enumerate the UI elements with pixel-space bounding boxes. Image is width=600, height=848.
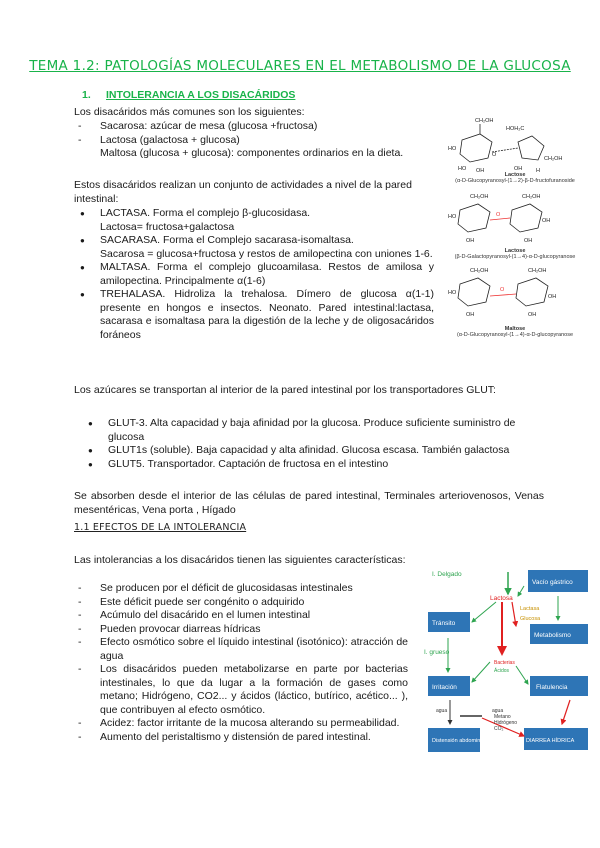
list-item: ● GLUT5. Transportador. Captación de fructosa en el intestino	[82, 458, 542, 472]
svg-text:CH₂OH: CH₂OH	[475, 118, 494, 124]
svg-text:O: O	[492, 152, 497, 158]
enzyme-line: SACARASA. Forma el Complejo sacarasa-isomaltasa.	[100, 234, 354, 246]
list-item: - Los disacáridos pueden metabolizarse en parte por bacterias intestinales, lo que da lugar a la formación de gases como metano; Hidrógeno, CO2... y ácidos (láctico, butírico, acético... ), que contribuyen al efecto osmótico.	[74, 663, 408, 717]
svg-text:O: O	[500, 287, 505, 293]
svg-text:HOH₂C: HOH₂C	[506, 126, 525, 132]
enzyme-detail: Lactosa= fructosa+galactosa	[100, 220, 235, 233]
disaccharide-structures-figure	[440, 112, 590, 352]
disaccharide-list	[74, 120, 434, 147]
label-metabolismo: Metabolismo	[534, 632, 571, 639]
page-title: TEMA 1.2: PATOLOGÍAS MOLECULARES EN EL METABOLISMO DE LA GLUCOSA	[29, 58, 571, 74]
effects-intro: Las intolerancias a los disacáridos tienen las siguientes características:	[74, 554, 406, 566]
svg-text:OH: OH	[542, 218, 551, 224]
label-agua-right: agua	[492, 708, 504, 714]
effects-list	[74, 582, 408, 744]
absorption-paragraph: Se absorben desde el interior de las células de pared intestinal, Terminales arteriovenosos, Venas mesentéricas, Vena porta , Hígado	[74, 490, 544, 516]
svg-text:OH: OH	[528, 312, 537, 318]
sucrose-structure	[448, 118, 562, 174]
figure-caption	[440, 248, 590, 260]
label-transito: Tránsito	[432, 620, 456, 627]
caption-name: Lactose	[504, 248, 526, 254]
section-heading-1	[82, 89, 295, 101]
label-igrueso: I. grueso	[424, 649, 450, 656]
label-diarrea: DIARREA HÍDRICA	[526, 738, 575, 744]
caption-name: Maltose	[504, 326, 526, 332]
enzyme-line: LACTASA. Forma el complejo β-glucosidasa.	[100, 207, 311, 219]
caption-name: Lactose	[504, 172, 526, 178]
caption-formula: (α-D-Glucopyranosyl-(1→4)-α-D-glucopyranose	[456, 332, 574, 338]
label-co2: CO₂	[494, 726, 504, 732]
label-metano: Metano	[494, 714, 511, 720]
label-agua: agua	[436, 708, 448, 714]
intro-text: Los disacáridos más comunes son los siguientes:	[74, 106, 305, 118]
svg-text:OH: OH	[548, 294, 557, 300]
intolerance-diagram	[420, 566, 592, 762]
glut-list	[82, 417, 542, 471]
label-hidrogeno: Hidrógeno	[494, 720, 518, 726]
list-item: - Se producen por el déficit de glucosidasas intestinales	[74, 582, 408, 596]
figure-caption	[440, 172, 590, 184]
label-lactosa: Lactosa	[490, 595, 513, 602]
svg-text:HO: HO	[448, 146, 457, 152]
svg-text:H: H	[536, 168, 540, 174]
list-item: ● GLUT1s (soluble). Baja capacidad y alta afinidad. Glucosa escasa. También galactosa	[82, 444, 542, 458]
maltose-line: Maltosa (glucosa + glucosa): componentes ordinarios en la dieta.	[100, 147, 404, 159]
label-bacterias: Bacterias	[494, 660, 515, 666]
svg-text:CH₂OH: CH₂OH	[470, 268, 489, 274]
list-item: - Efecto osmótico sobre el líquido intestinal (isotónico): atracción de agua	[74, 636, 408, 663]
enzyme-list	[74, 207, 434, 342]
lactose-structure	[448, 194, 550, 244]
list-item: ● GLUT-3. Alta capacidad y baja afinidad por la glucosa. Produce suficiente suministro de glucosa	[82, 417, 542, 444]
label-lactasa: Lactasa	[520, 606, 540, 612]
label-distension: Distensión abdominal	[432, 738, 485, 744]
list-item	[74, 207, 434, 234]
maltose-structure	[448, 268, 556, 318]
svg-text:OH: OH	[476, 168, 485, 174]
section-heading-1-1: 1.1 EFECTOS DE LA INTOLERANCIA	[74, 522, 247, 533]
list-item: - Sacarosa: azúcar de mesa (glucosa +fructosa)	[74, 120, 434, 134]
caption-formula: (α-D-Glucopyranosyl-(1→2)-β-D-fructofuranoside	[455, 178, 575, 184]
list-item: - Este déficit puede ser congénito o adquirido	[74, 596, 408, 610]
svg-text:O: O	[496, 212, 501, 218]
list-item: - Acúmulo del disacárido en el lumen intestinal	[74, 609, 408, 623]
label-vacio-gastrico: Vacío gástrico	[532, 579, 573, 586]
svg-text:OH: OH	[524, 238, 533, 244]
activities-intro: Estos disacáridos realizan un conjunto de actividades a nivel de la pared intestinal:	[74, 179, 412, 205]
label-delgado: I. Delgado	[432, 571, 462, 578]
section-number: 1.	[82, 89, 91, 101]
svg-text:CH₂OH: CH₂OH	[528, 268, 547, 274]
list-item: ● MALTASA. Forma el complejo glucoamilasa. Restos de amilosa y amilopectina. Principalmente α(1-6)	[74, 261, 434, 288]
list-item	[74, 234, 434, 261]
label-irritacion: Irritación	[432, 684, 457, 691]
label-flatulencia: Flatulencia	[536, 684, 568, 691]
list-item: - Aumento del peristaltismo y distensión de pared intestinal.	[74, 731, 408, 745]
enzyme-detail: Sacarosa = glucosa+fructosa y restos de amilopectina con uniones 1-6.	[100, 247, 433, 260]
label-acidos: Ácidos	[494, 668, 510, 674]
svg-text:OH: OH	[466, 312, 475, 318]
svg-text:CH₂OH: CH₂OH	[470, 194, 489, 200]
svg-text:CH₂OH: CH₂OH	[544, 156, 563, 162]
list-item: - Lactosa (galactosa + glucosa)	[74, 134, 434, 148]
svg-text:OH: OH	[466, 238, 475, 244]
list-item: ● TREHALASA. Hidroliza la trehalosa. Dímero de glucosa α(1-1) presente en hongos e insectos. Neonato. Pared intestinal:lactasa, sacarasa e isomaltasa para la digestión de la leche y de oligosacáridos foráneos	[74, 288, 434, 342]
list-item: - Acidez: factor irritante de la mucosa alterando su permeabilidad.	[74, 717, 408, 731]
svg-text:CH₂OH: CH₂OH	[522, 194, 541, 200]
section-title: INTOLERANCIA A LOS DISACÁRIDOS	[106, 89, 296, 101]
figure-caption	[440, 326, 590, 338]
label-glucosa: Glucosa	[520, 616, 541, 622]
svg-text:HO: HO	[458, 166, 467, 172]
svg-text:HO: HO	[448, 290, 457, 296]
glut-intro: Los azúcares se transportan al interior de la pared intestinal por los transportadores GLUT:	[74, 384, 496, 396]
svg-text:HO: HO	[448, 214, 457, 220]
svg-text:OH: OH	[514, 166, 523, 172]
list-item: - Pueden provocar diarreas hídricas	[74, 623, 408, 637]
caption-formula: (β-D-Galactopyranosyl-(1→4)-α-D-glucopyranose	[454, 254, 576, 260]
